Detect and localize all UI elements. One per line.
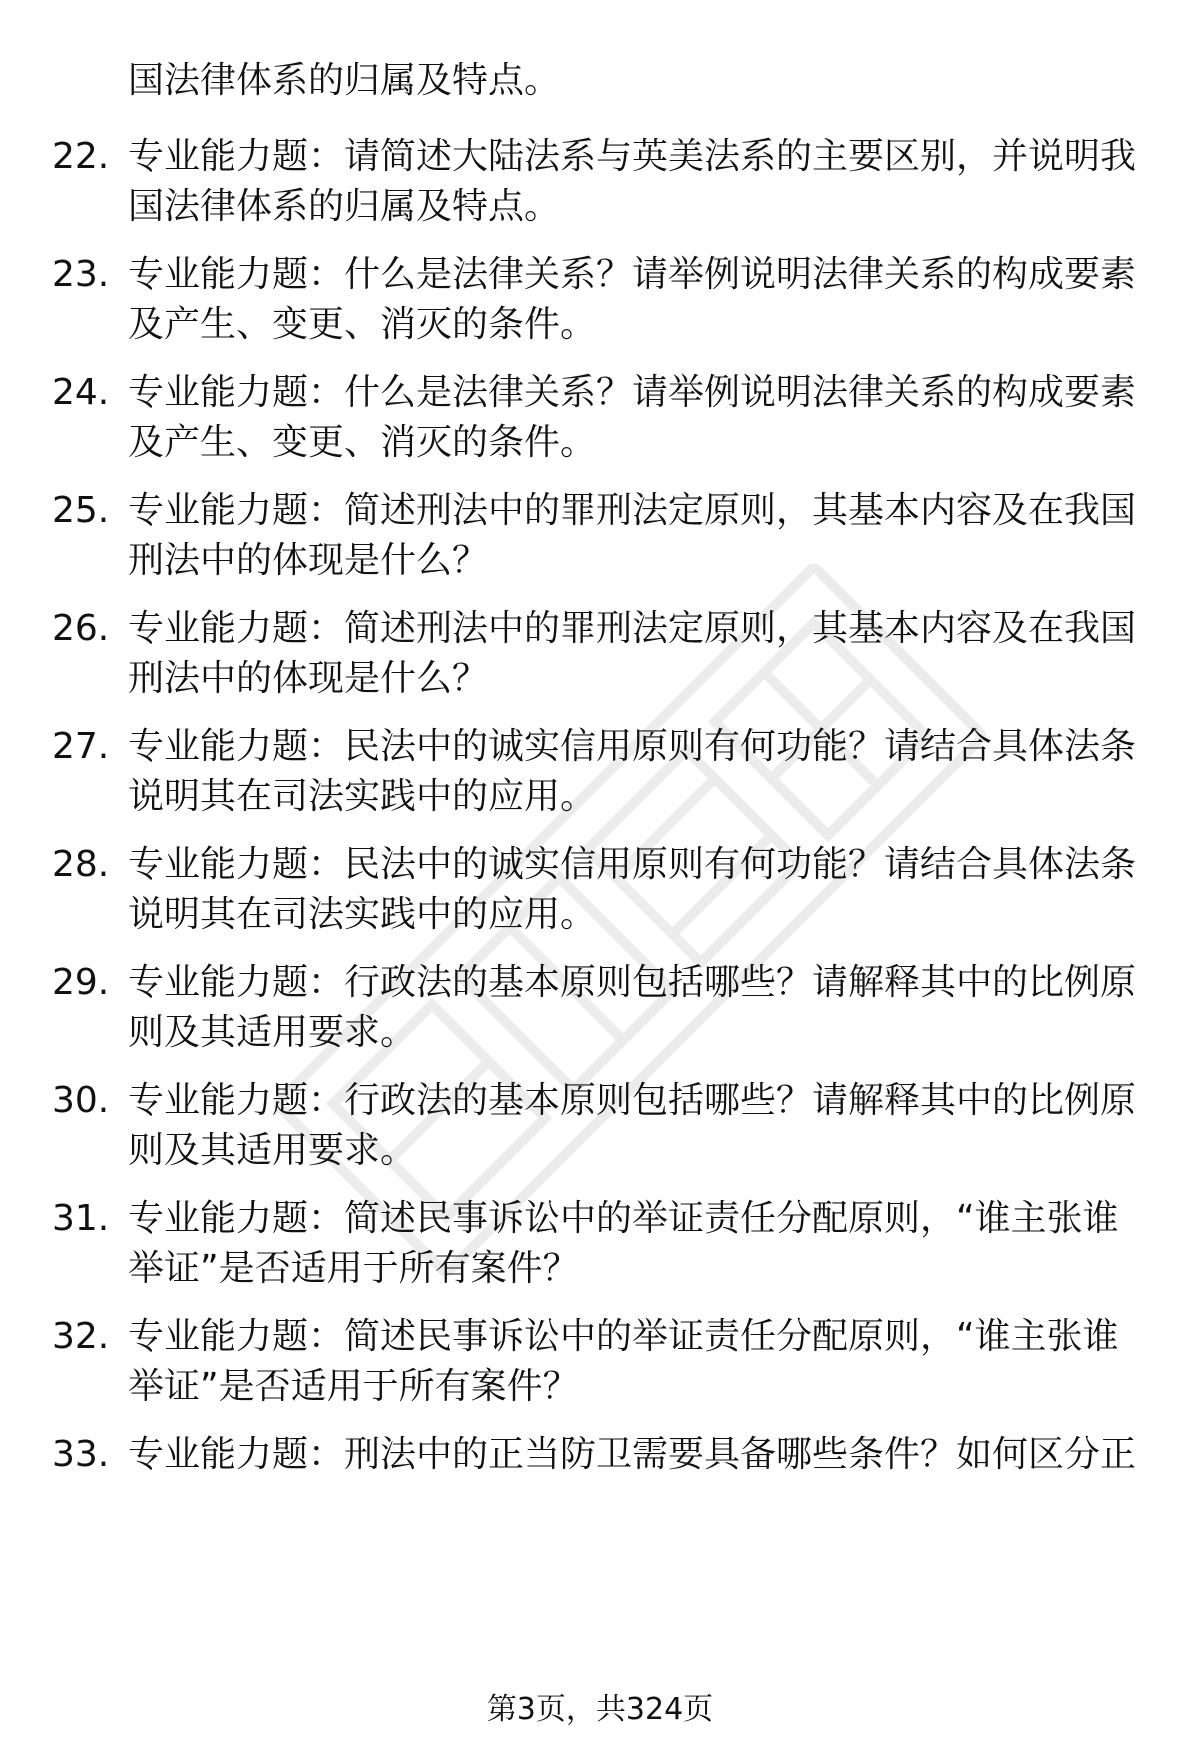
question-text-line: 举证”是否适用于所有案件？ (128, 1248, 579, 1289)
question-text-line: 则及其适用要求。 (128, 1012, 417, 1053)
question-number: 31. (52, 1198, 110, 1239)
question-number: 26. (52, 608, 110, 649)
question-number: 28. (52, 844, 110, 885)
question-text (128, 1076, 1138, 1176)
question-text-line: 说明其在司法实践中的应用。 (128, 894, 597, 935)
question-number: 29. (52, 962, 110, 1003)
question-text-line: 专业能力题：民法中的诚实信用原则有何功能？请结合具体法条 (128, 844, 1137, 885)
question-text (128, 368, 1138, 468)
question-text (128, 958, 1138, 1058)
continued-text-line: 国法律体系的归属及特点。 (128, 60, 561, 101)
question-text-line: 专业能力题：刑法中的正当防卫需要具备哪些条件？如何区分正 (128, 1434, 1137, 1475)
question-text-line: 说明其在司法实践中的应用。 (128, 776, 597, 817)
question-text-line: 专业能力题：行政法的基本原则包括哪些？请解释其中的比例原 (128, 1080, 1137, 1121)
question-text-line: 则及其适用要求。 (128, 1130, 417, 1171)
question-text-line: 专业能力题：简述民事诉讼中的举证责任分配原则，“谁主张谁 (128, 1316, 1119, 1357)
question-number: 33. (52, 1434, 110, 1475)
question-number: 23. (52, 254, 110, 295)
question-text (128, 840, 1138, 940)
question-text-line: 专业能力题：民法中的诚实信用原则有何功能？请结合具体法条 (128, 726, 1137, 767)
question-text (128, 1430, 1138, 1480)
question-text-line: 及产生、变更、消灭的条件。 (128, 422, 597, 463)
question-text-line: 专业能力题：什么是法律关系？请举例说明法律关系的构成要素 (128, 372, 1137, 413)
page-footer: 第3页，共324页 (486, 1692, 714, 1727)
question-number: 25. (52, 490, 110, 531)
question-number: 27. (52, 726, 110, 767)
question-text (128, 1194, 1138, 1294)
question-text (128, 486, 1138, 586)
question-number: 30. (52, 1080, 110, 1121)
question-number: 22. (52, 136, 110, 177)
question-text-line: 专业能力题：简述民事诉讼中的举证责任分配原则，“谁主张谁 (128, 1198, 1119, 1239)
question-text (128, 132, 1138, 232)
question-text-line: 刑法中的体现是什么？ (128, 658, 489, 699)
question-text (128, 604, 1138, 704)
question-text (128, 722, 1138, 822)
question-text-line: 专业能力题：行政法的基本原则包括哪些？请解释其中的比例原 (128, 962, 1137, 1003)
question-text (128, 1312, 1138, 1412)
question-number: 32. (52, 1316, 110, 1357)
question-text-line: 专业能力题：什么是法律关系？请举例说明法律关系的构成要素 (128, 254, 1137, 295)
question-text-line: 刑法中的体现是什么？ (128, 540, 489, 581)
question-text (128, 250, 1138, 350)
question-text-line: 专业能力题：简述刑法中的罪刑法定原则，其基本内容及在我国 (128, 490, 1137, 531)
question-text-line: 国法律体系的归属及特点。 (128, 186, 561, 227)
question-text-line: 举证”是否适用于所有案件？ (128, 1366, 579, 1407)
question-text-line: 专业能力题：请简述大陆法系与英美法系的主要区别，并说明我 (128, 136, 1137, 177)
question-text-line: 及产生、变更、消灭的条件。 (128, 304, 597, 345)
question-text-line: 专业能力题：简述刑法中的罪刑法定原则，其基本内容及在我国 (128, 608, 1137, 649)
question-number: 24. (52, 372, 110, 413)
